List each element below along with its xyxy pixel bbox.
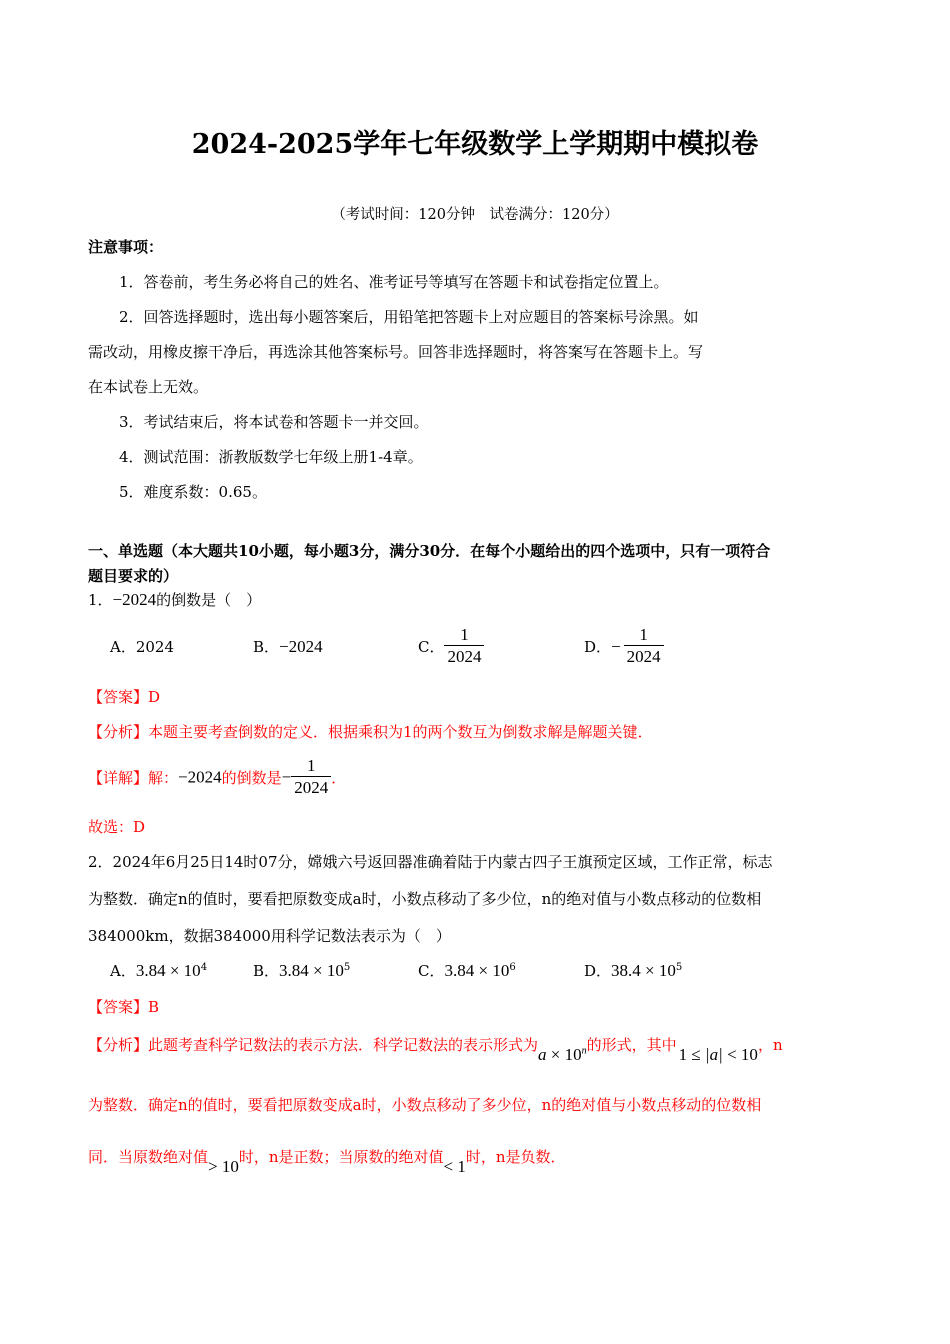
analysis-line: 【分析】本题主要考查倒数的定义．根据乘积为1的两个数互为倒数求解是解题关键． — [88, 723, 653, 741]
section-heading: 一、单选题（本大题共10小题，每小题3分，满分30分．在每个小题给出的四个选项中，只有一项符合 — [88, 542, 771, 560]
notice-item: 3．考试结束后，将本试卷和答题卡一并交回。 — [119, 413, 429, 431]
choice-line: 故选：D — [88, 818, 146, 836]
notice-item: 2．回答选择题时，选出每小题答案后，用铅笔把答题卡上对应题目的答案标号涂黑。如 — [119, 308, 699, 326]
option-c[interactable]: C．$3.84 \times 10^6$ — [418, 961, 516, 980]
analysis-line-cont: 为整数．确定n的值时，要看把原数变成a时，小数点移动了多少位，n的绝对值与小数点移动的位数相 — [88, 1096, 762, 1114]
question-text: 的倒数是（ ） — [156, 591, 262, 609]
option-d[interactable]: D．$38.4 \times 10^5$ — [584, 961, 683, 980]
option-a[interactable]: A．2024 — [110, 638, 175, 656]
answer-line: 【答案】B — [88, 998, 160, 1016]
exam-info: （考试时间：120分钟 试卷满分：120分） — [331, 207, 619, 223]
notice-item: 需改动，用橡皮擦干净后，再选涂其他答案标号。回答非选择题时，将答案写在答题卡上。写 — [88, 343, 704, 361]
question-1 — [88, 589, 261, 610]
fraction: $\frac{1}{2024}$ — [291, 756, 331, 799]
detail-line: 【详解】解：−2024的倒数是− $\frac{1}{2024}$ ． — [88, 756, 347, 797]
option-b[interactable]: B．$3.84 \times 10^5$ — [253, 961, 351, 980]
fraction: $\frac{1}{2024}$ — [444, 625, 484, 668]
page-title: 2024-2025学年七年级数学上学期期中模拟卷 — [191, 129, 759, 160]
notice-heading: 注意事项： — [88, 238, 164, 256]
option-d[interactable]: D．− $\frac{1}{2024}$ — [584, 625, 664, 668]
option-c[interactable]: C． $\frac{1}{2024}$ — [418, 625, 484, 668]
answer-line: 【答案】D — [88, 688, 161, 706]
notice-item: 5．难度系数：0.65。 — [119, 483, 267, 501]
question-expr: −2024 — [112, 590, 157, 609]
notice-item: 1．答卷前，考生务必将自己的姓名、准考证号等填写在答题卡和试卷指定位置上。 — [119, 273, 669, 291]
fraction: $\frac{1}{2024}$ — [624, 625, 664, 668]
section-heading-cont: 题目要求的） — [88, 567, 179, 585]
option-b[interactable]: B．−2024 — [253, 637, 323, 656]
notice-item: 在本试卷上无效。 — [88, 378, 209, 396]
option-a[interactable]: A．$3.84 \times 10^4$ — [110, 961, 208, 980]
question-number: 1． — [88, 591, 113, 609]
question-2: 2．2024年6月25日14时07分，嫦娥六号返回器准确着陆于内蒙古四子王旗预定区域，工作正常，标志 — [88, 853, 773, 871]
question-2-cont: 为整数．确定n的值时，要看把原数变成a时，小数点移动了多少位，n的绝对值与小数点移动的位数相 — [88, 890, 762, 908]
analysis-line-cont: 同．当原数绝对值> 10时，n是正数；当原数的绝对值< 1时，n是负数． — [88, 1148, 566, 1176]
notice-item: 4．测试范围：浙教版数学七年级上册1-4章。 — [119, 448, 423, 466]
analysis-line: 【分析】此题考查科学记数法的表示方法．科学记数法的表示形式为$a \times 10^n$的形式，其中 1 ≤ |a| < 10，n — [88, 1036, 783, 1064]
question-2-cont: 384000km，数据384000用科学记数法表示为（ ） — [88, 927, 451, 945]
